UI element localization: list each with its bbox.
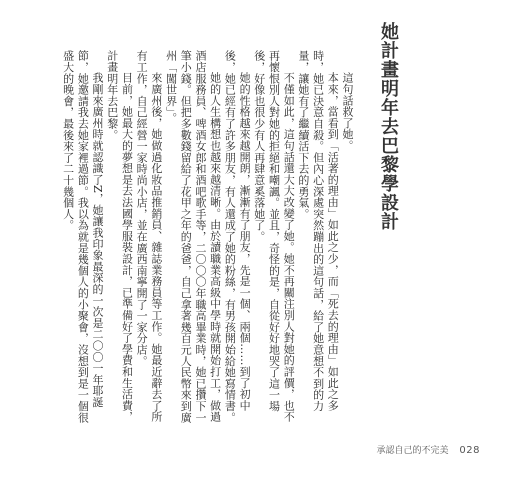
paragraph: 目前，她最大的夢想是去法國學服裝設計，已準備好了學費和生活費，計畫明年去巴黎。 bbox=[105, 50, 134, 423]
paragraph: 我剛來廣州時就認識了Z，她讓我印象最深的一次是二〇〇一年耶誕節，她邀請我去她家裡過節。我以為就是幾個人的小聚會，沒想到是一個很盛大的晚會，最後來了二十幾個人。 bbox=[61, 50, 105, 423]
paragraph: 她的性格越來越開朗，漸漸有了朋友，先是一個、兩個……到了初中後，她已經有了許多朋友，有人還成了她的粉絲，有男孩開始給她寫情書。 bbox=[223, 50, 252, 423]
paragraph: 這句話救了她。 bbox=[341, 72, 354, 152]
paragraph: 本來，當看到「活著的理由」如此之少，而「死去的理由」如此之多時，她已決意自殺。但內心深處突然蹦出的這句話，給了她意想不到的力量，讓她有了繼續活下去的勇氣。 bbox=[296, 50, 340, 412]
chapter-title: 她計畫明年去巴黎學設計 bbox=[378, 22, 399, 231]
page-number: 028 bbox=[459, 445, 480, 456]
paragraph: 來廣州後，她做過化妝品推銷員、雜誌業務員等工作。她最近辭去了所有工作，自己經營一家時尚小店，並在廣西南寧開了一家分店。 bbox=[135, 50, 163, 423]
body-text bbox=[61, 50, 354, 425]
running-title: 承認自己的不完美 bbox=[376, 446, 449, 456]
paragraph: 不僅如此，這句話還大大改變了她。她不再關注別人對她的評價，也不再懷恨別人對她的拒絕和嘲諷。並且，奇怪的是，自從好好地哭了這一場後，好像也很少有人再肆意奚落她了。 bbox=[252, 50, 296, 423]
page-footer bbox=[320, 443, 480, 456]
paragraph: 她的人生構想也越來越清晰。由於讀職業高級中學時就開始打工，做過酒店服務員、啤酒女郎和酒吧歌手等，二〇〇〇年職高畢業時，她已攢下一筆小錢。但把多數錢留給了花甲之年的爸爸，自己拿著幾百元人民幣來到廣州「闖世界」。 bbox=[164, 50, 222, 423]
